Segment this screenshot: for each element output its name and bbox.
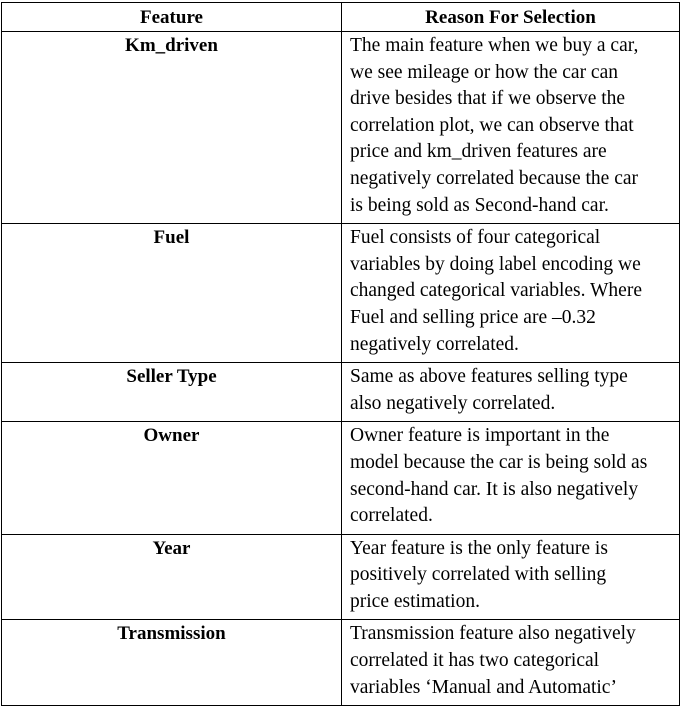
table-row [2,363,680,422]
reason-cell [342,534,680,620]
reason-line: correlated. [350,505,433,527]
reason-line: changed categorical variables. Where [350,280,642,302]
reason-line: Same as above features selling type [350,366,628,388]
reason-line: Owner feature is important in the [350,425,610,447]
reason-line: The main feature when we buy a car, [350,35,639,56]
reason-line: second-hand car. It is also negatively [350,478,639,500]
reason-line: drive besides that if we observe the [350,88,626,110]
reason-line: model because the car is being sold as [350,451,648,473]
reason-cell [342,620,680,706]
reason-line: variables by doing label encoding we [350,253,641,275]
feature-cell: Owner [2,422,342,534]
reason-line: positively correlated with selling [350,564,607,586]
feature-selection-table [1,2,680,706]
table-row [2,422,680,534]
feature-cell: Km_driven [2,32,342,224]
reason-line: Fuel and selling price are –0.32 [350,306,596,328]
header-reason: Reason For Selection [342,3,680,32]
reason-line: Fuel consists of four categorical [350,227,601,249]
reason-cell [342,422,680,534]
reason-line: Transmission feature also negatively [350,623,636,645]
table-row [2,224,680,363]
reason-line: price and km_driven features are [350,141,607,163]
reason-line: variables ‘Manual and Automatic’ [350,676,617,698]
table-row [2,32,680,224]
reason-cell [342,363,680,422]
feature-cell: Transmission [2,620,342,706]
reason-line: negatively correlated because the car [350,167,638,189]
reason-line: is being sold as Second-hand car. [350,194,609,216]
reason-line: we see mileage or how the car can [350,61,618,83]
reason-line: Year feature is the only feature is [350,537,608,559]
header-feature: Feature [2,3,342,32]
reason-line: also negatively correlated. [350,392,556,414]
reason-line: price estimation. [350,590,480,612]
table-row [2,534,680,620]
reason-line: negatively correlated. [350,333,519,355]
reason-line: correlated it has two categorical [350,650,600,672]
reason-cell [342,224,680,363]
reason-cell [342,32,680,224]
table-row [2,620,680,706]
feature-cell: Year [2,534,342,620]
feature-cell: Seller Type [2,363,342,422]
table-header-row [2,3,680,32]
feature-cell: Fuel [2,224,342,363]
reason-line: correlation plot, we can observe that [350,114,634,136]
